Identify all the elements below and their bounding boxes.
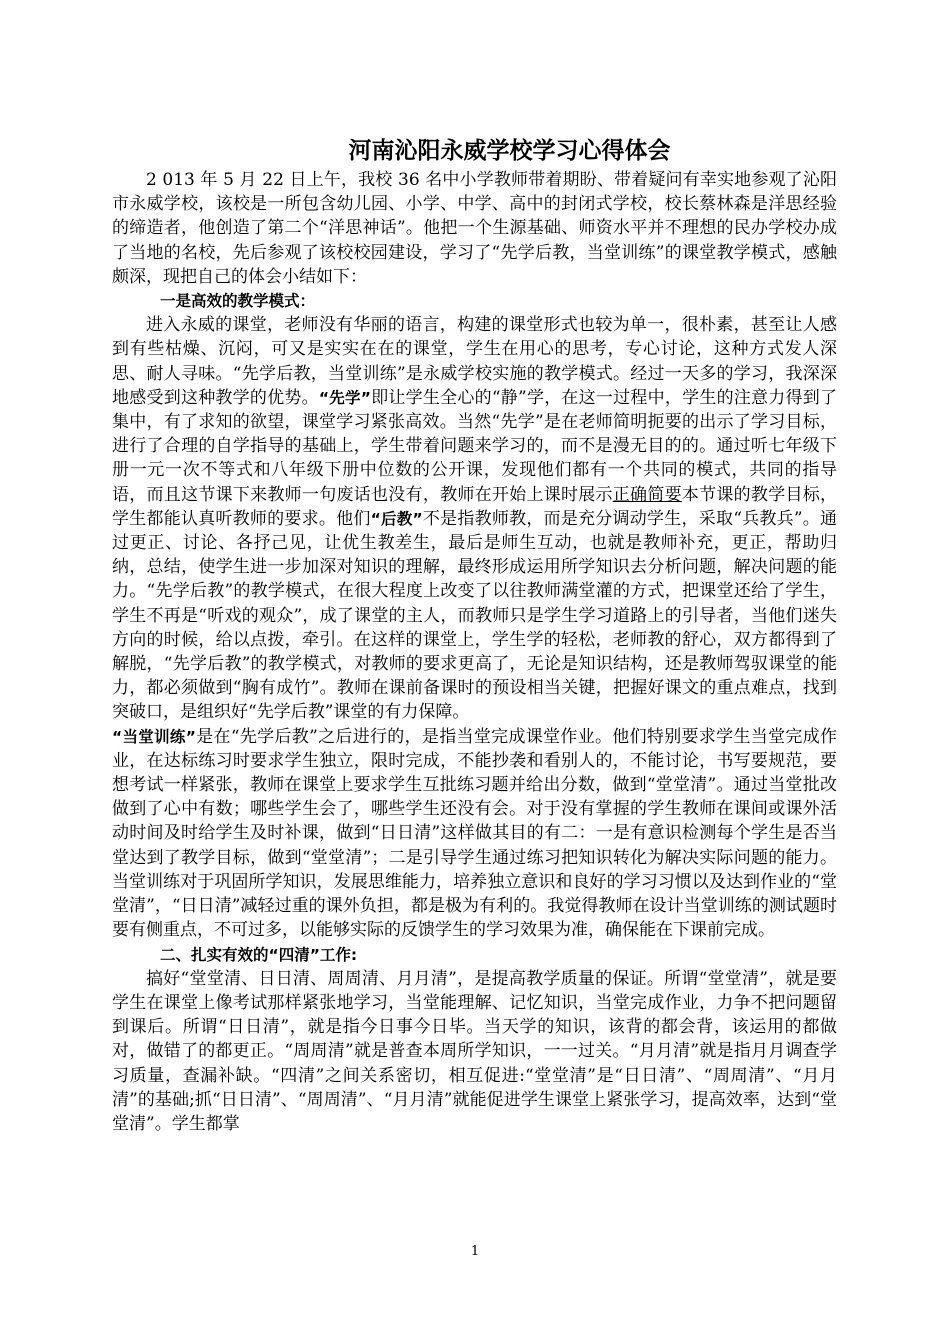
- text-run: 是在“先学后教”之后进行的，是指当堂完成课堂作业。他们特别要求学生当堂完成作业，在达标练习时要求学生独立，限时完成，不能抄袭和看别人的，不能讨论，书写要规范，要想考试一样紧张，教师在课堂上要求学生互批练习题并给出分数，做到“堂堂清”。通过当堂批改做到了心中有数；哪些学生会了，哪些学生还没有会。对于没有掌握的学生教师在课间或课外活动时间及时给学生及时补课，做到“日日清”这样做其目的有二：一是有意识检测每个学生是否当堂达到了教学目标，做到“堂堂清”；二是引导学生通过练习把知识转化为解决实际问题的能力。当堂训练对于巩固所学知识，发展思维能力，培养独立意识和良好的学习习惯以及达到作业的“堂堂清”，“日日清”减轻过重的课外负担，都是极为有利的。我觉得教师在设计当堂训练的测试题时要有侧重点，不可过多，以能够实际的反馈学生的学习效果为准，确保能在下课前完成。: [112, 726, 837, 941]
- underlined-text: 正确简要: [612, 484, 682, 505]
- section1-paragraph-1: [112, 313, 837, 724]
- document-page: [112, 128, 837, 1136]
- intro-paragraph: 2 013 年 5 月 22 日上午，我校 36 名中小学教师带着期盼、带着疑问有幸实地参观了沁阳市永威学校，该校是一所包含幼儿园、小学、中学、高中的封闭式学校，校长蔡林森是洋思经验的缔造者，他创造了第二个“洋思神话”。他把一个生源基础、师资水平并不理想的民办学校办成了当地的名校，先后参观了该校校园建设，学习了“先学后教，当堂训练”的课堂教学模式，感触颇深，现把自己的体会小结如下：: [112, 170, 837, 287]
- page-number: 1: [470, 1244, 480, 1259]
- bold-term-dangtang: “当堂训练”: [112, 727, 196, 746]
- bold-term-houjiao: “后教”: [370, 509, 423, 528]
- bold-term-xianxue: “先学”: [318, 388, 371, 407]
- text-run: 进入永威的课堂，老师没有华丽的语言，构建的课堂形式也较为单一，很朴素，甚至让人感到有些枯燥、沉闷，可又是实实在在的课堂，学生在用心的思考，专心讨论，这种方式发人深思、耐人寻味。“先学后教，当堂训练”是永威学校实施的教学模式。经过一天多的学习，我深深地感受到这种教学的优势。: [112, 315, 837, 408]
- section-heading-1: 一是高效的教学模式：: [160, 292, 316, 311]
- section2-paragraph-1: 搞好“堂堂清、日日清、周周清、月月清”，是提高教学质量的保证。所谓“堂堂清”，就是要学生在课堂上像考试那样紧张地学习，当堂能理解、记忆知识，当堂完成作业，力争不把问题留到课后。所谓“日日清”，就是指今日事今日毕。当天学的知识，该背的都会背，该运用的都做对，做错了的都更正。“周周清”就是普查本周所学知识，一一过关。“月月清”就是指月月调查学习质量，查漏补缺。“四清”之间关系密切，相互促进:“堂堂清”是“日日清”、“周周清”、“月月清”的基础;抓“日日清”、“周周清”、“月月清”就能促进学生课堂上紧张学习，提高效率，达到“堂堂清”。学生都掌: [112, 968, 837, 1134]
- page-title: 河南沁阳永威学校学习心得体会: [348, 138, 671, 164]
- text-run: 不是指教师教，而是充分调动学生，采取“兵教兵”。通过更正、讨论、各抒己见，让优生教差生，最后是师生互动，也就是教师补充，更正，帮助归纳，总结，使学生进一步加深对知识的理解，最终形成运用所学知识去分析问题，解决问题的能力。“先学后教”的教学模式，在很大程度上改变了以往教师满堂灌的方式，把课堂还给了学生，学生不再是“听戏的观众”，成了课堂的主人，而教师只是学生学习道路上的引导者，当他们迷失方向的时候，给以点拨，牵引。在这样的课堂上，学生学的轻松，老师教的舒心，双方都得到了解脱，“先学后教”的教学模式，对教师的要求更高了，无论是知识结构，还是教师驾驭课堂的能力，都必须做到“胸有成竹”。教师在课前备课时的预设相当关键，把握好课文的重点难点，找到突破口，是组织好“先学后教”课堂的有力保障。: [112, 508, 838, 723]
- text-run: 即让学生全心的“静”学，在这一过程中，学生的注意力得到了集中，有了求知的欲望，课堂学习紧张高效。当然“先学”是在老师简明扼要的出示了学习目标，进行了合理的自学指导的基础上，学生带着问题来学习的，而不是漫无目的的。通过听七年级下册一元一次不等式和八年级下册中位数的公开课，发现他们都有一个共同的模式，共同的指导语，而且这节课下来教师一句废话也没有，教师在开始上课时展示: [112, 387, 837, 505]
- text-run: 本节课的教学目标，学生都能认真听教师的要求。他们: [112, 484, 838, 529]
- section-heading-2: 二、扎实有效的“四清”工作:: [160, 945, 358, 964]
- section1-paragraph-2: [112, 725, 837, 943]
